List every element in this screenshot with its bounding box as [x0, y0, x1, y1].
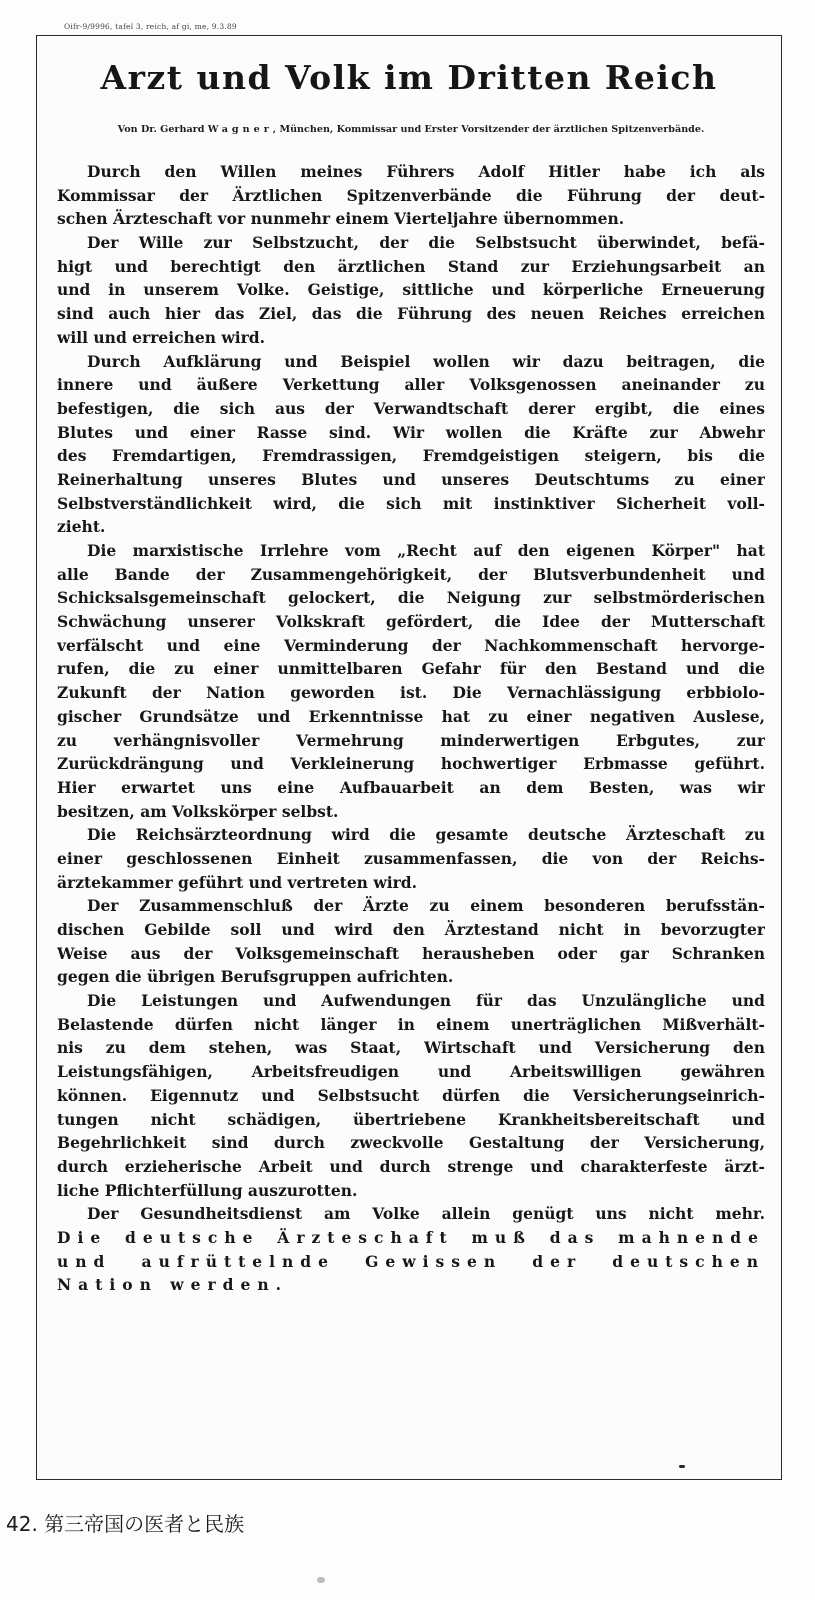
paragraph-line: Durch Aufklärung und Beispiel wollen wir dazu beitragen, die	[87, 351, 765, 371]
paragraph-line: Zukunft der Nation geworden ist. Die Vernachlässigung erbbiolo-	[57, 683, 765, 703]
paragraph-line: einer geschlossenen Einheit zusammenfassen, die von der Reichs-	[57, 848, 765, 868]
paragraph-line: schen Ärzteschaft vor nunmehr einem Vierteljahre übernommen.	[57, 209, 625, 229]
paragraph-line: Die Leistungen und Aufwendungen für das Unzulängliche und	[87, 991, 765, 1011]
paragraph-line: higt und berechtigt den ärztlichen Stand zur Erziehungsarbeit an	[57, 256, 765, 276]
paragraph-line: Reinerhaltung unseres Blutes und unseres Deutschtums zu einer	[57, 469, 765, 489]
paragraph-line: verfälscht und eine Verminderung der Nachkommenschaft hervorge-	[57, 635, 765, 655]
byline-author-name: Wagner	[207, 124, 273, 135]
paragraph	[57, 823, 765, 894]
paragraph-line: dischen Gebilde soll und wird den Ärztestand nicht in bevorzugter	[57, 920, 765, 939]
paragraph-line: Der Gesundheitsdienst am Volke allein genügt uns nicht mehr.	[87, 1204, 765, 1224]
paragraph-line: Die Reichsärzteordnung wird die gesamte deutsche Ärzteschaft zu	[87, 825, 765, 845]
paragraph-line: und aufrüttelnde Gewissen der deutschen	[57, 1251, 765, 1271]
paragraph-line: Die deutsche Ärzteschaft muß das mahnende	[57, 1227, 765, 1247]
paragraph-line: zieht.	[57, 517, 106, 537]
paragraph-line: tungen nicht schädigen, übertriebene Krankheitsbereitschaft und	[57, 1109, 765, 1129]
article-byline	[59, 124, 763, 135]
paragraph-line: Leistungsfähigen, Arbeitsfreudigen und Arbeitswilligen gewähren	[57, 1062, 765, 1082]
paragraph-line: zu verhängnisvoller Vermehrung minderwertigen Erbgutes, zur	[57, 730, 765, 750]
paragraph-line: können. Eigennutz und Selbstsucht dürfen die Versicherungseinrich-	[57, 1085, 765, 1105]
paragraph	[57, 231, 765, 349]
paragraph-line: Selbstverständlichkeit wird, die sich mit instinktiver Sicherheit voll-	[57, 493, 765, 513]
figure-caption: 42. 第三帝国の医者と民族	[6, 1512, 245, 1536]
paragraph-line: Weise aus der Volksgemeinschaft herausheben oder gar Schranken	[57, 943, 765, 963]
paragraph-line: Hier erwartet uns eine Aufbauarbeit an dem Besten, was wir	[57, 777, 765, 797]
article-body	[57, 160, 765, 1297]
paragraph	[57, 1202, 765, 1297]
paragraph-line: des Fremdartigen, Fremdrassigen, Fremdgeistigen steigern, bis die	[57, 446, 765, 466]
paragraph-line: liche Pflichterfüllung auszurotten.	[57, 1180, 358, 1200]
paragraph-line: Der Zusammenschluß der Ärzte zu einem besonderen berufsstän-	[87, 896, 765, 916]
paragraph-line: Begehrlichkeit sind durch zweckvolle Gestaltung der Versicherung,	[57, 1133, 765, 1153]
article-frame	[36, 35, 782, 1480]
paragraph-line: besitzen, am Volkskörper selbst.	[57, 801, 339, 821]
paragraph-line: befestigen, die sich aus der Verwandtschaft derer ergibt, die eines	[57, 398, 765, 418]
paragraph-line: Durch den Willen meines Führers Adolf Hitler habe ich als	[87, 162, 765, 181]
ink-smudge	[317, 1577, 325, 1583]
paragraph-line: rufen, die zu einer unmittelbaren Gefahr für den Bestand und die	[57, 659, 765, 679]
paragraph-line: will und erreichen wird.	[57, 327, 265, 347]
paragraph-line: nis zu dem stehen, was Staat, Wirtschaft und Versicherung den	[57, 1038, 765, 1058]
byline-suffix: , München, Kommissar und Erster Vorsitzender der ärztlichen Spitzenverbände.	[272, 124, 705, 135]
paragraph	[57, 160, 765, 231]
paragraph-line: Die marxistische Irrlehre vom „Recht auf den eigenen Körper" hat	[87, 541, 765, 560]
paragraph-line: durch erzieherische Arbeit und durch strenge und charakterfeste ärzt-	[57, 1156, 765, 1176]
paragraph-line: sind auch hier das Ziel, das die Führung des neuen Reiches erreichen	[57, 304, 765, 324]
paragraph-line: Schicksalsgemeinschaft gelockert, die Neigung zur selbstmörderischen	[57, 588, 765, 608]
paragraph-line: ärztekammer geführt und vertreten wird.	[57, 872, 417, 892]
paragraph-line: innere und äußere Verkettung aller Volksgenossen aneinander zu	[57, 375, 765, 395]
paragraph-line: Zurückdrängung und Verkleinerung hochwertiger Erbmasse geführt.	[57, 754, 765, 774]
reference-line: Oifr-9/9996, tafel 3, reich, af gi, me, 9.3.89	[64, 22, 237, 31]
article-title: Arzt und Volk im Dritten Reich	[100, 58, 718, 97]
paragraph-line: gegen die übrigen Berufsgruppen aufrichten.	[57, 967, 454, 987]
ink-mark	[679, 1465, 685, 1468]
paragraph-line: Der Wille zur Selbstzucht, der die Selbstsucht überwindet, befä-	[87, 233, 765, 253]
paragraph-line: Belastende dürfen nicht länger in einem unerträglichen Mißverhält-	[57, 1014, 765, 1034]
paragraph	[57, 989, 765, 1202]
byline-prefix: Von Dr. Gerhard	[117, 124, 205, 135]
paragraph-line: gischer Grundsätze und Erkenntnisse hat zu einer negativen Auslese,	[57, 706, 765, 726]
paragraph-line: Nation werden.	[57, 1275, 288, 1295]
paragraph-line: Blutes und einer Rasse sind. Wir wollen die Kräfte zur Abwehr	[57, 422, 765, 442]
paragraph	[57, 350, 765, 540]
paragraph-line: Kommissar der Ärztlichen Spitzenverbände die Führung der deut-	[57, 185, 765, 205]
paragraph-line: und in unserem Volke. Geistige, sittliche und körperliche Erneuerung	[57, 280, 765, 300]
paragraph-line: Schwächung unserer Volkskraft gefördert, die Idee der Mutterschaft	[57, 612, 765, 632]
paragraph	[57, 894, 765, 989]
paragraph	[57, 539, 765, 823]
paragraph-line: alle Bande der Zusammengehörigkeit, der Blutsverbundenheit und	[57, 564, 765, 584]
